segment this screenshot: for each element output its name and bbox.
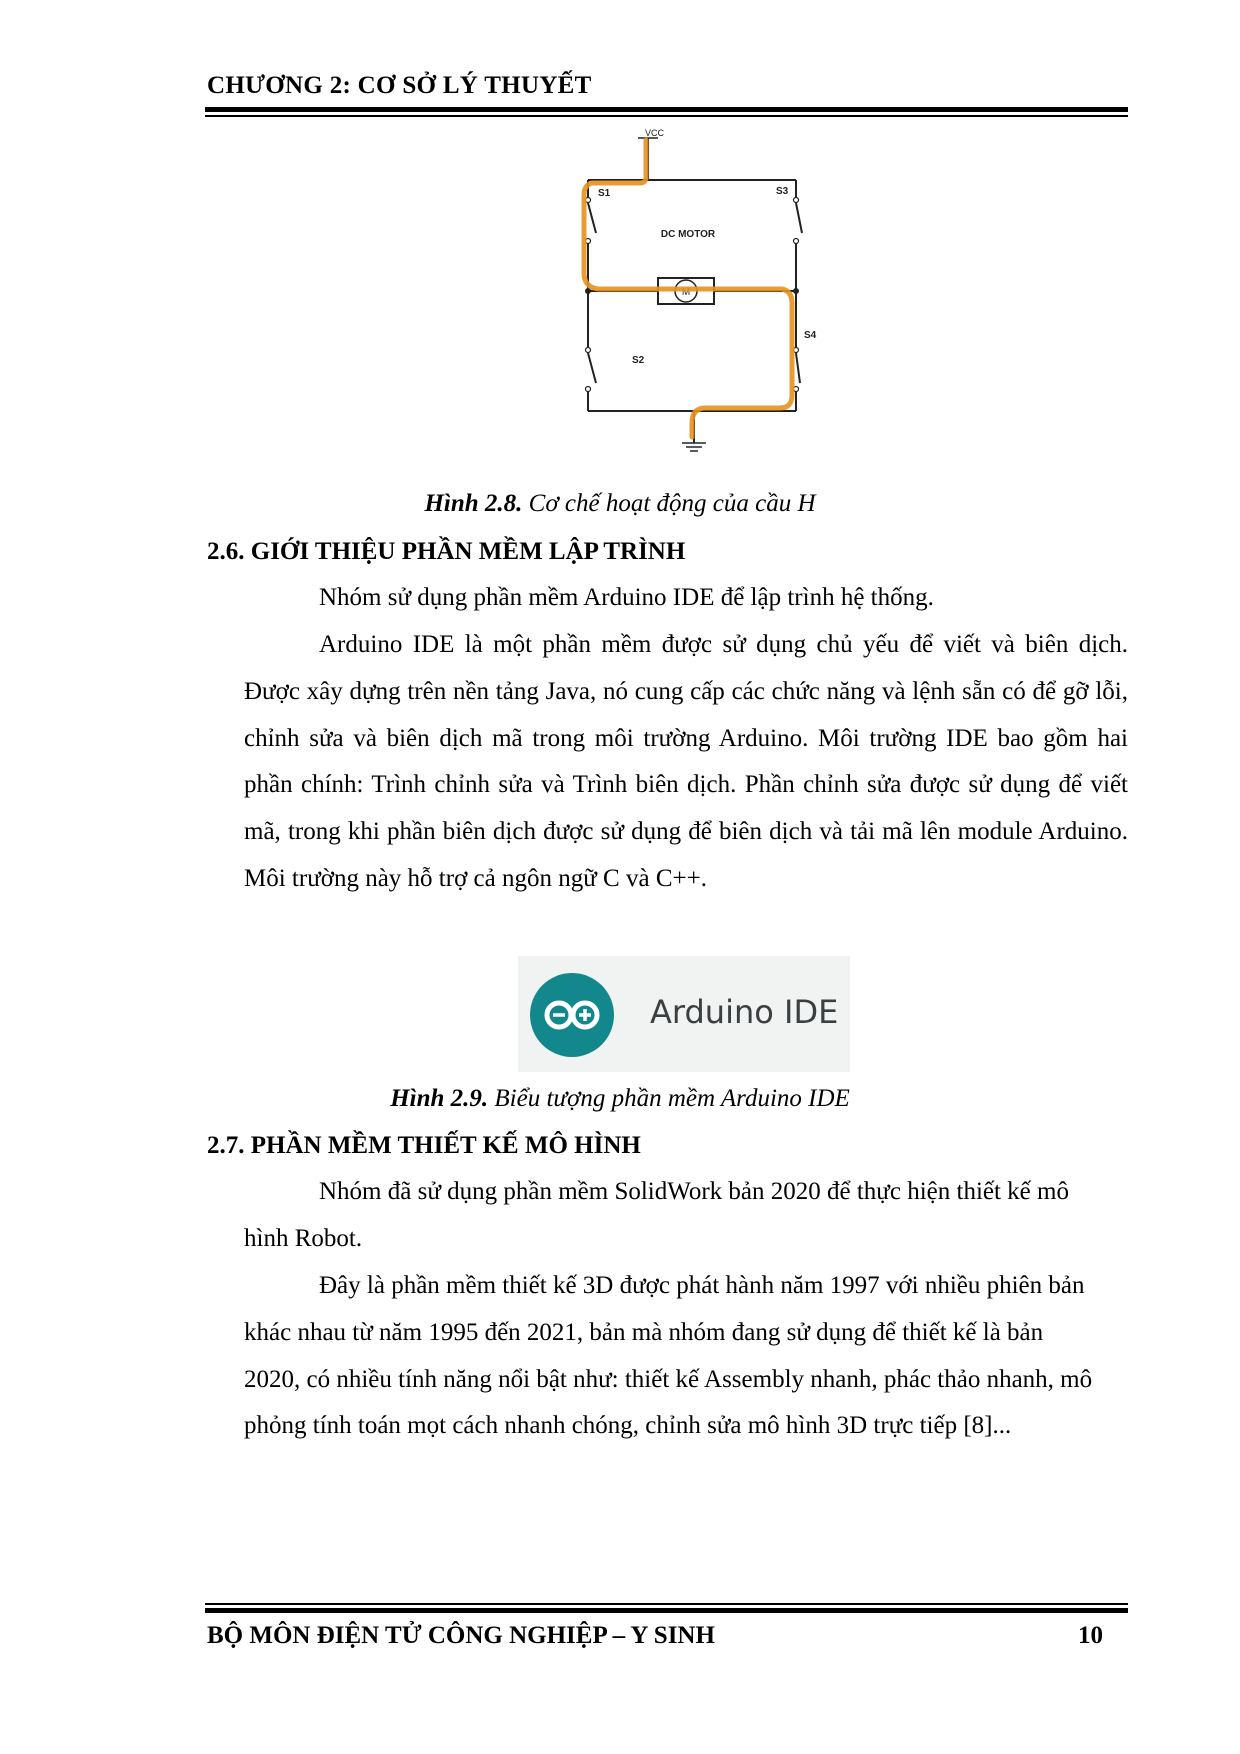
figure-2-8-caption	[0, 490, 1240, 518]
arduino-ide-logo-text: Arduino IDE	[650, 993, 839, 1031]
section-2-7-paragraph-1: Nhóm đã sử dụng phần mềm SolidWork bản 2020 để thực hiện thiết kế mô hình Robot.	[244, 1178, 1069, 1252]
motor-symbol: M	[681, 287, 691, 298]
s1-label: S1	[598, 188, 611, 199]
footer-rule	[205, 1603, 1128, 1613]
section-2-7-paragraph-2: Đây là phần mềm thiết kế 3D được phát hành năm 1997 với nhiều phiên bản khác nhau từ năm 1995 đến 2021, bản mà nhóm đang sử dụng để thiết kế là bản 2020, có nhiều tính năng nổi bật như: thiết kế Assembly nhanh, phác thảo nhanh, mô phỏng tính toán mọt cách nhanh chóng, chỉnh sửa mô hình 3D trực tiếp [8]...	[244, 1272, 1093, 1440]
section-2-6-paragraph-1: Nhóm sử dụng phần mềm Arduino IDE để lập trình hệ thống.	[319, 584, 934, 611]
figure-2-8-text: Cơ chế hoạt động của cầu H	[528, 490, 816, 517]
s2-label: S2	[632, 355, 645, 366]
header-rule	[205, 107, 1128, 117]
figure-2-8-number: Hình 2.8.	[424, 490, 523, 517]
dc-motor-label: DC MOTOR	[660, 229, 716, 240]
h-bridge-diagram	[570, 125, 830, 470]
figure-2-9-number: Hình 2.9.	[390, 1085, 489, 1112]
arduino-ide-logo	[518, 956, 850, 1072]
section-2-6-heading: 2.6. GIỚI THIỆU PHẦN MỀM LẬP TRÌNH	[207, 538, 686, 565]
vcc-label: VCC	[645, 128, 665, 138]
section-2-6-paragraph-2: Arduino IDE là một phần mềm được sử dụng chủ yếu để viết và biên dịch. Được xây dựng trên nền tảng Java, nó cung cấp các chức năng và lệnh sẵn có để gỡ lỗi, chỉnh sửa và biên dịch mã trong môi trường Arduino. Môi trường IDE bao gồm hai phần chính: Trình chỉnh sửa và Trình biên dịch. Phần chỉnh sửa được sử dụng để viết mã, trong khi phần biên dịch được sử dụng để biên dịch và tải mã lên module Arduino. Môi trường này hỗ trợ cả ngôn ngữ C và C++.	[244, 631, 1128, 892]
s3-label: S3	[776, 186, 789, 197]
footer-department: BỘ MÔN ĐIỆN TỬ CÔNG NGHIỆP – Y SINH	[207, 1622, 715, 1649]
s4-label: S4	[804, 330, 817, 341]
page-number: 10	[1078, 1622, 1103, 1649]
arduino-infinity-icon	[530, 973, 614, 1057]
figure-2-9-caption	[0, 1085, 1240, 1113]
figure-2-9-text: Biểu tượng phần mềm Arduino IDE	[494, 1085, 850, 1112]
current-path	[584, 140, 792, 437]
chapter-header-title: CHƯƠNG 2: CƠ SỞ LÝ THUYẾT	[207, 72, 592, 99]
section-2-7-heading: 2.7. PHẦN MỀM THIẾT KẾ MÔ HÌNH	[207, 1132, 641, 1159]
